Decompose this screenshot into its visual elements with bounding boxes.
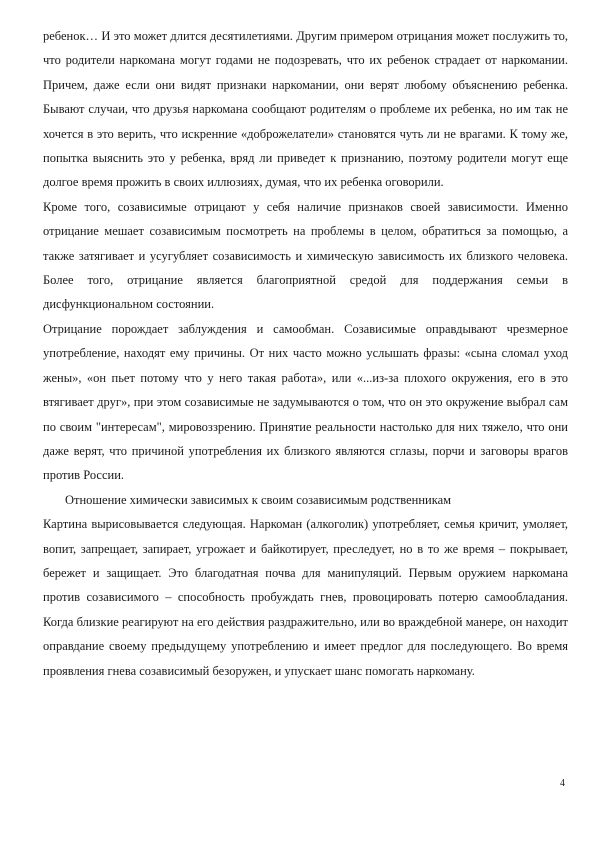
paragraph-denial-parents: ребенок… И это может длится десятилетиями. Другим примером отрицания может послужить то, что родители наркомана могут годами не подозревать, что их ребенок страдает от наркомании. Причем, даже если они видят признаки наркомании, они верят любому объяснению ребенка. Бывают случаи, что друзья наркомана сообщают родителям о проблеме их ребенка, но им так не хочется в это верить, что искренние «доброжелатели» становятся чуть ли не врагами. К тому же, попытка выяснить это у ребенка, вряд ли приведет к признанию, поэтому родители могут еще долгое время прожить в своих иллюзиях, думая, что их ребенка оговорили. [43,29,568,190]
page-body [43,24,568,683]
page-number: 4 [560,778,565,789]
paragraph-self-deception: Отрицание порождает заблуждения и самообман. Созависимые оправдывают чрезмерное употребление, находят ему причины. От них часто можно услышать фразы: «сына сломал уход жены», «он пьет потому что у него такая работа», или «...из-за плохого окружения, его в это втягивает друг», при этом созависимые не задумываются о том, что он это окружение выбрал сам по своим "интересам", мировоззрению. Принятие реальности настолько для них тяжело, что они даже верят, что причиной употребления их близкого являются сглазы, порчи и заговоры врагов против России. [43,321,568,483]
paragraph-manipulation: Картина вырисовывается следующая. Наркоман (алкоголик) употребляет, семья кричит, умоляет, вопит, запрещает, запирает, угрожает и байкотирует, преследует, но в то же время – покрывает, бережет и защищает. Это благодатная почва для манипуляций. Первым оружием наркомана против созависимого – способность пробуждать гнев, провоцировать потерю самообладания. Когда близкие реагируют на его действия раздражительно, или во враждебной манере, он находит оправдание своему предыдущему употреблению и имеет предлог для последующего. Во время проявления гнева созависимый безоружен, и упускает шанс помогать наркоману. [43,517,568,678]
section-heading: Отношение химически зависимых к своим созависимым родственникам [65,492,452,507]
paragraph-codependent-denial: Кроме того, созависимые отрицают у себя наличие признаков своей зависимости. Именно отрицание мешает созависимым посмотреть на проблемы в целом, обратиться за помощью, а также затягивает и усугубляет созависимость и химическую зависимость их близкого человека. Более того, отрицание является благоприятной средой для поддержания семьи в дисфункциональном состоянии. [43,199,568,312]
